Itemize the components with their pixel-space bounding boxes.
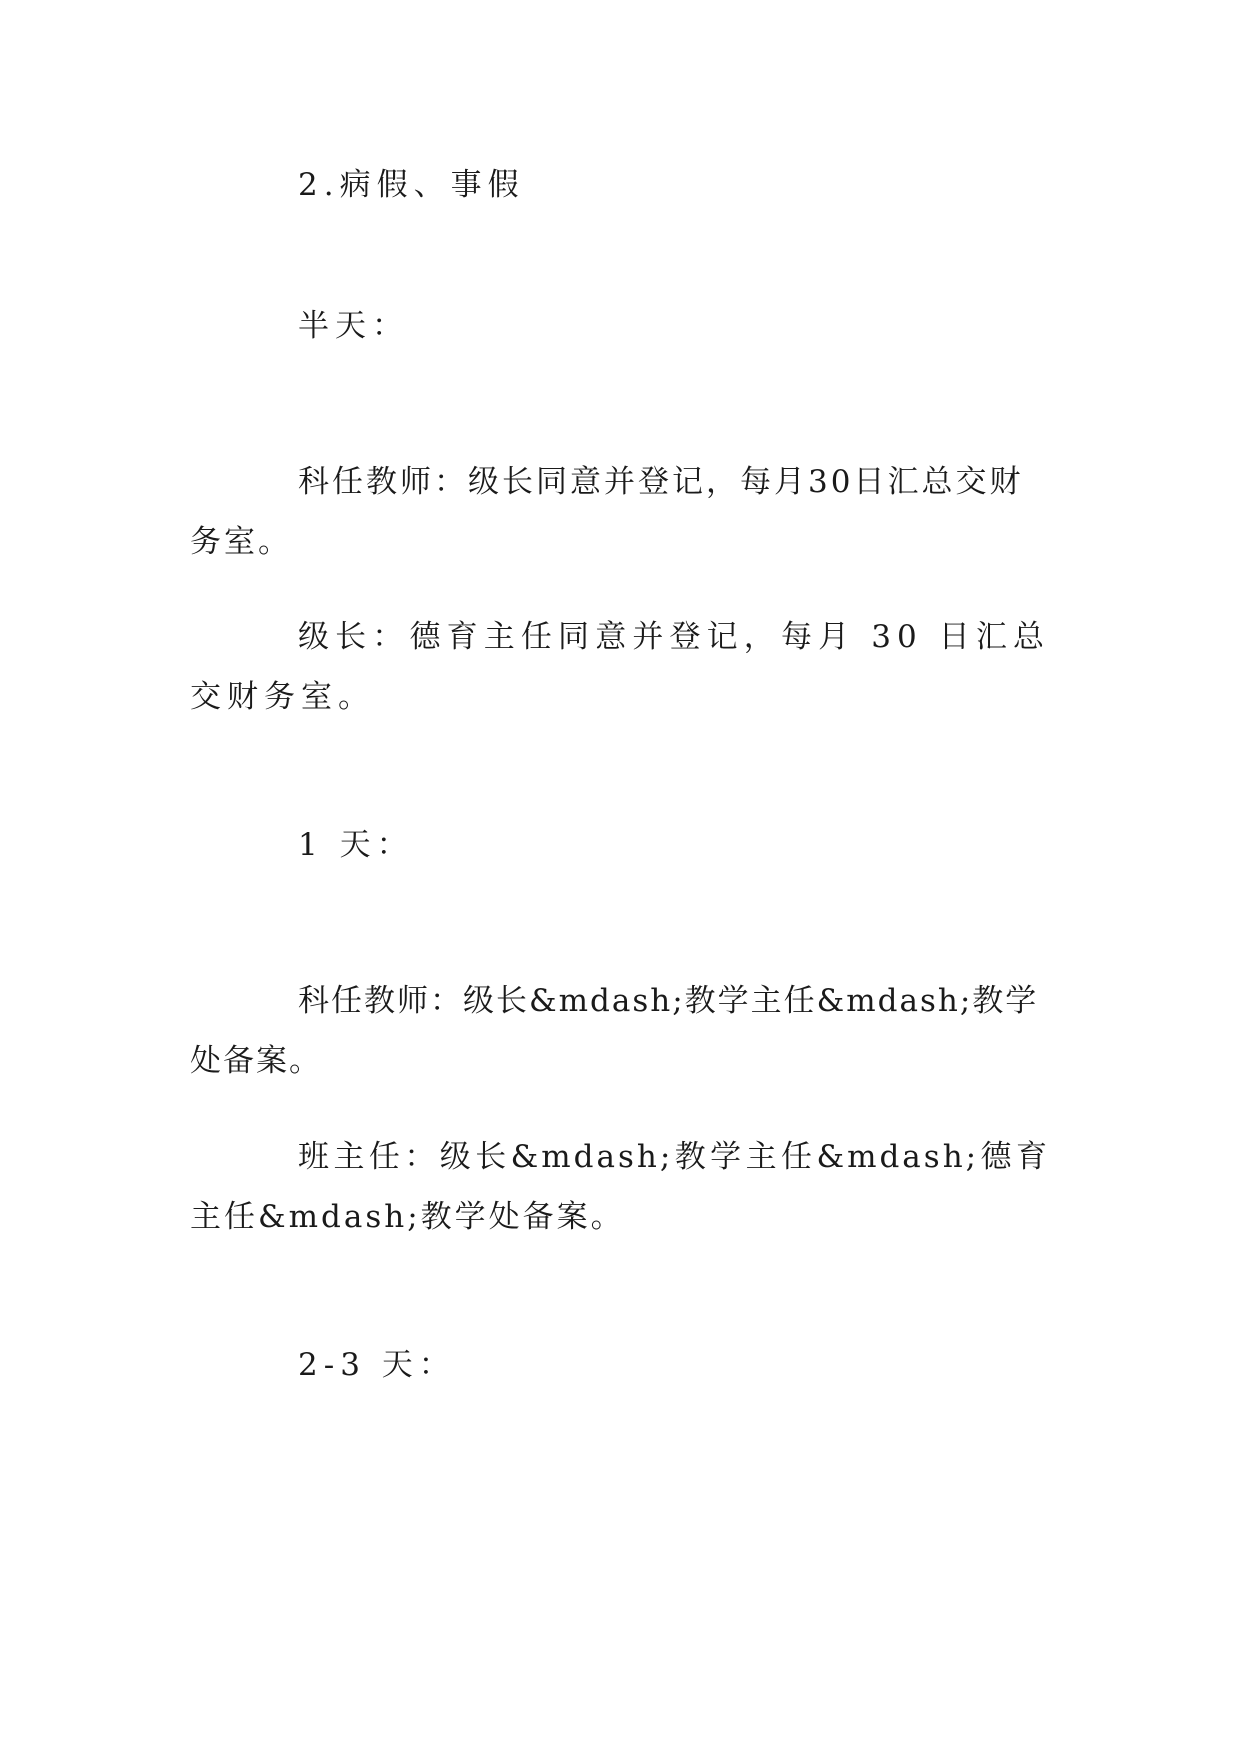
paragraph-two-three-days-heading: 2-3 天： — [298, 1347, 456, 1383]
paragraph-one-day-heading: 1 天： — [298, 827, 414, 863]
paragraph-half-day-heading: 半天： — [298, 308, 409, 344]
paragraph-half-day-grade-leader: 级长：德育主任同意并登记，每月 30 日汇总交财务室。 — [190, 619, 1050, 715]
paragraph-one-day-subject-teacher: 科任教师：级长&mdash;教学主任&mdash;教学处备案。 — [190, 983, 1039, 1079]
paragraph-one-day-class-teacher: 班主任：级长&mdash;教学主任&mdash;德育主任&mdash;教学处备案。 — [190, 1139, 1050, 1235]
paragraph-half-day-subject-teacher: 科任教师：级长同意并登记，每月30日汇总交财务室。 — [190, 464, 1024, 560]
paragraph-leave-type-heading: 2.病假、事假 — [298, 167, 525, 203]
